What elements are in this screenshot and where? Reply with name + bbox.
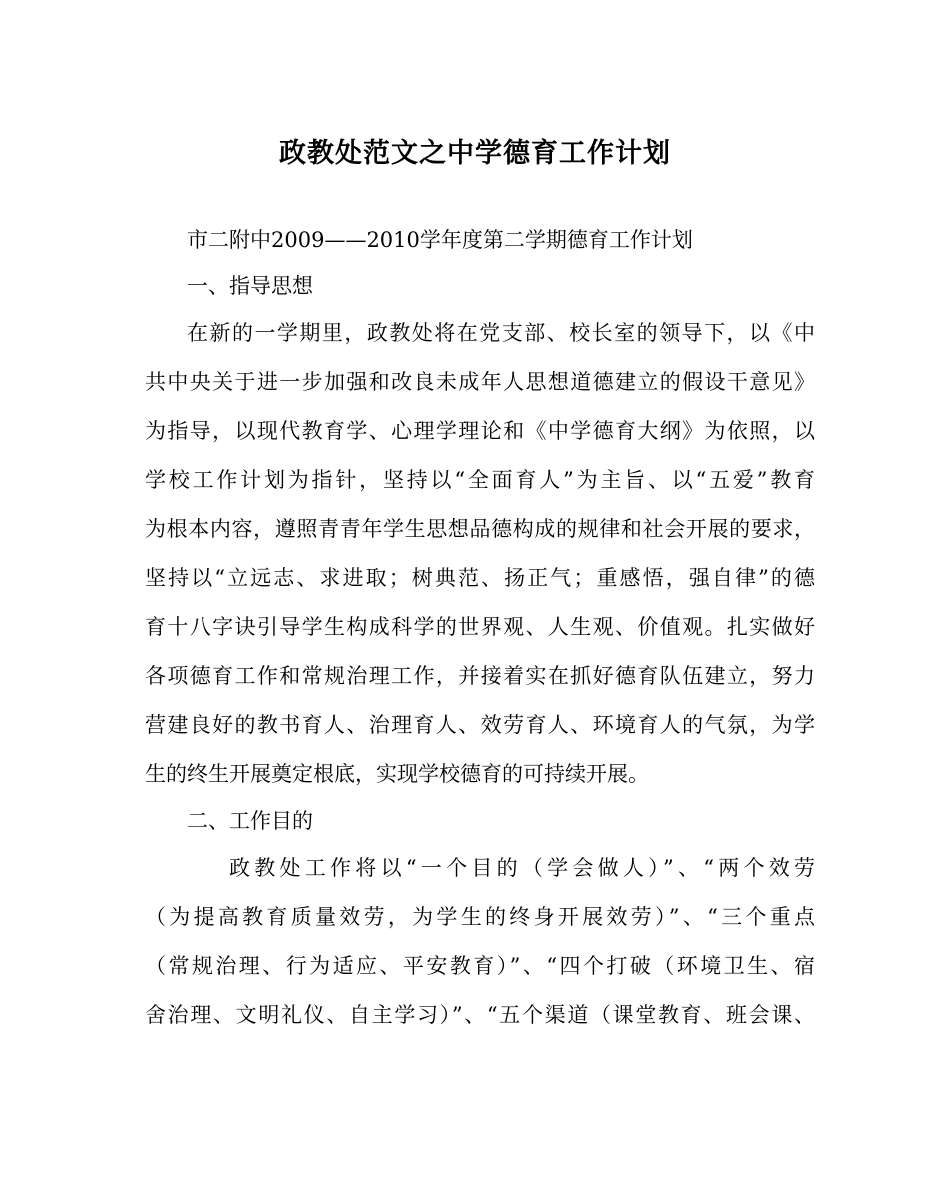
paragraph-line: （为提高教育质量效劳，为学生的终身开展效劳）”、“三个重点 [145,905,815,929]
paragraph-line: 营建良好的教书育人、治理育人、效劳育人、环境育人的气氛，为学 [145,713,815,737]
section-heading-1: 一、指导思想 [187,274,313,298]
paragraph-line: 舍治理、文明礼仪、自主学习）”、“五个渠道（课堂教育、班会课、 [145,1003,815,1027]
paragraph-line: 政教处工作将以“一个目的（学会做人）”、“两个效劳 [229,856,815,880]
paragraph-line: 生的终生开展奠定根底，实现学校德育的可持续开展。 [145,762,649,786]
paragraph-line: 共中央关于进一步加强和改良未成年人思想道德建立的假设干意见》 [145,370,815,394]
paragraph-line: 学校工作计划为指针，坚持以“全面育人”为主旨、以“五爱”教育 [145,468,815,492]
paragraph-line: 为根本内容，遵照青青年学生思想品德构成的规律和社会开展的要求， [145,517,815,541]
subtitle-line: 市二附中2009——2010学年度第二学期德育工作计划 [187,228,693,252]
section-heading-2: 二、工作目的 [187,809,313,833]
paragraph-line: 为指导，以现代教育学、心理学理论和《中学德育大纲》为依照，以 [145,419,815,443]
paragraph-line: 在新的一学期里，政教处将在党支部、校长室的领导下，以《中 [187,321,815,345]
paragraph-line: （常规治理、行为适应、平安教育）”、“四个打破（环境卫生、宿 [145,954,815,978]
paragraph-line: 育十八字诀引导学生构成科学的世界观、人生观、价值观。扎实做好 [145,615,815,639]
paragraph-line: 坚持以“立远志、求进取；树典范、扬正气；重感悟，强自律”的德 [145,566,815,590]
document-title: 政教处范文之中学德育工作计划 [279,138,671,169]
paragraph-line: 各项德育工作和常规治理工作，并接着实在抓好德育队伍建立，努力 [145,664,815,688]
